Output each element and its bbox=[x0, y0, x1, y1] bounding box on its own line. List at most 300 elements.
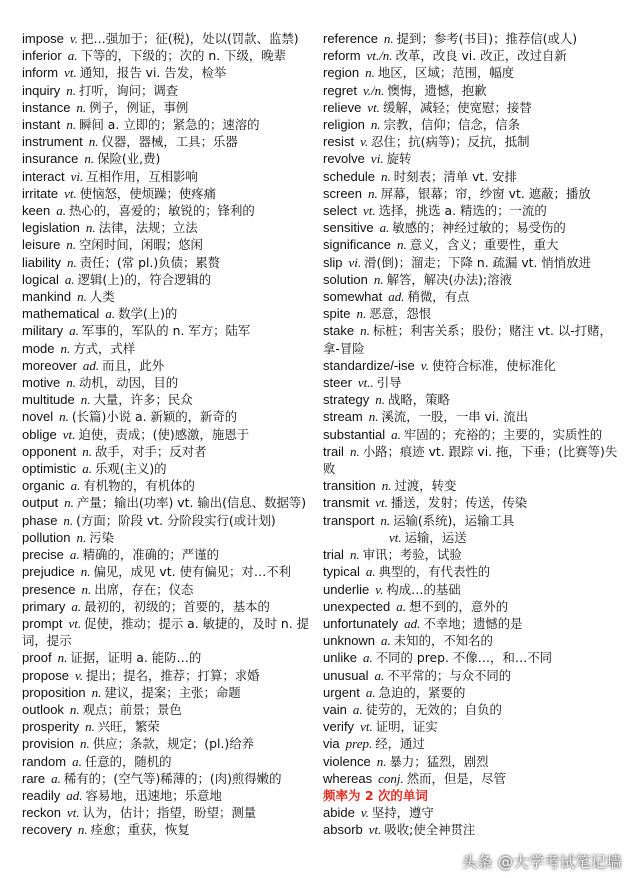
entry-part-of-speech: v. bbox=[360, 805, 369, 821]
entry-definition: (方面；阶段 vt. 分阶段实行(或计划) bbox=[76, 512, 276, 528]
entry-definition: 急迫的，紧要的 bbox=[378, 684, 466, 700]
entry-definition: 最初的，初级的；首要的，基本的 bbox=[84, 598, 270, 614]
entry-part-of-speech: n. bbox=[365, 65, 375, 81]
entry-definition: 责任；(常 pl.)负债；累赘 bbox=[79, 254, 221, 270]
entry-word: novel bbox=[22, 409, 54, 425]
entry-definition: 例子，例证，事例 bbox=[89, 99, 189, 115]
entry-part-of-speech: a. bbox=[396, 598, 406, 614]
entry-definition: 经，通过 bbox=[375, 736, 425, 752]
vocab-entry bbox=[22, 753, 322, 770]
vocab-entry bbox=[323, 804, 623, 821]
entry-word: instance bbox=[22, 99, 71, 115]
entry-definition: 迫使，责成；(使)感激，施恩于 bbox=[78, 426, 250, 442]
entry-definition: 运输(系统)，运输工具 bbox=[393, 512, 515, 528]
entry-part-of-speech: v. bbox=[375, 581, 384, 597]
vocab-entry bbox=[323, 322, 623, 356]
entry-word: urgent bbox=[323, 684, 360, 700]
entry-part-of-speech: n. bbox=[66, 375, 77, 391]
entry-definition: 大量，许多；民众 bbox=[93, 392, 193, 408]
entry-definition: 坚持，遵守 bbox=[371, 805, 434, 821]
vocab-entry bbox=[22, 254, 322, 271]
entry-definition: 观点；前景；景色 bbox=[82, 701, 182, 717]
entry-part-of-speech: n. bbox=[80, 736, 90, 752]
entry-word: prosperity bbox=[22, 719, 80, 735]
entry-part-of-speech: ad. bbox=[82, 357, 100, 373]
entry-word: multitude bbox=[22, 392, 75, 408]
vocab-entry bbox=[323, 477, 623, 494]
entry-word: impose bbox=[22, 31, 64, 46]
entry-definition: 稍微，有点 bbox=[407, 289, 470, 305]
entry-part-of-speech: vt. bbox=[375, 495, 388, 511]
entry-word: solution bbox=[323, 271, 368, 287]
entry-part-of-speech: vt. bbox=[360, 719, 373, 735]
entry-part-of-speech: v. bbox=[420, 357, 429, 373]
entry-part-of-speech: a. bbox=[70, 478, 81, 494]
entry-part-of-speech: vt./n. bbox=[366, 48, 393, 64]
entry-definition: 军事的，军队的 n. 军方；陆军 bbox=[81, 323, 251, 339]
vocab-entry bbox=[323, 494, 623, 511]
vocab-entry bbox=[22, 649, 322, 666]
entry-word: motive bbox=[22, 375, 61, 391]
entry-word: absorb bbox=[323, 822, 363, 838]
entry-definition: 审讯；考验，试验 bbox=[362, 547, 462, 563]
entry-part-of-speech: n. bbox=[375, 392, 385, 408]
entry-definition: 构成…的基础 bbox=[386, 581, 461, 597]
entry-part-of-speech: n. bbox=[59, 409, 69, 425]
entry-part-of-speech: n. bbox=[76, 99, 87, 115]
vocab-entry bbox=[22, 305, 322, 322]
entry-part-of-speech: n. bbox=[66, 82, 77, 98]
vocab-entry bbox=[22, 30, 322, 47]
entry-word: standardize/-ise bbox=[323, 357, 415, 373]
entry-word: optimistic bbox=[22, 461, 77, 477]
vocab-entry bbox=[22, 99, 322, 116]
section-title: 频率为 2 次的单词 bbox=[323, 787, 428, 803]
vocab-entry bbox=[323, 598, 623, 615]
entry-part-of-speech: n. bbox=[368, 409, 379, 425]
entry-word: precise bbox=[22, 547, 64, 563]
entry-part-of-speech: n. bbox=[381, 168, 391, 184]
entry-definition: 未知的，不知名的 bbox=[393, 633, 493, 649]
entry-word: religion bbox=[323, 117, 365, 133]
entry-word: revolve bbox=[323, 151, 365, 167]
watermark: 头条 @大学考试笔记墙 bbox=[461, 853, 622, 871]
entry-part-of-speech: n. bbox=[69, 701, 80, 717]
entry-part-of-speech: n. bbox=[376, 753, 387, 769]
entry-part-of-speech: a. bbox=[69, 323, 79, 339]
entry-part-of-speech: vi. bbox=[70, 168, 84, 184]
vocab-entry bbox=[323, 133, 623, 150]
vocab-entry bbox=[22, 322, 322, 339]
entry-word: insurance bbox=[22, 151, 79, 167]
entry-definition: 兴旺，繁荣 bbox=[97, 719, 160, 735]
entry-part-of-speech: vt. bbox=[367, 99, 380, 115]
vocab-entry bbox=[22, 546, 322, 563]
entry-word: somewhat bbox=[323, 289, 383, 305]
vocab-entry bbox=[22, 615, 322, 649]
entry-definition: 产量；输出(功率) vt. 输出(信息、数据等) bbox=[76, 495, 307, 511]
entry-word: mathematical bbox=[22, 306, 100, 322]
entry-definition: 时刻表；清单 vt. 安排 bbox=[393, 168, 517, 184]
entry-part-of-speech: n. bbox=[81, 581, 92, 597]
vocab-entry bbox=[22, 477, 322, 494]
right-column bbox=[323, 30, 623, 839]
entry-word: output bbox=[22, 495, 59, 511]
entry-word: reckon bbox=[22, 805, 62, 821]
vocab-entry bbox=[22, 168, 322, 185]
entry-word: transition bbox=[323, 478, 376, 494]
vocab-entry bbox=[22, 735, 322, 752]
vocab-entry bbox=[22, 804, 322, 821]
vocab-entry bbox=[22, 581, 322, 598]
entry-part-of-speech: vt. bbox=[64, 65, 77, 81]
vocab-entry bbox=[323, 684, 623, 701]
entry-part-of-speech: n. bbox=[370, 117, 381, 133]
vocab-entry bbox=[323, 47, 623, 64]
entry-definition: 懊悔，遗憾，抱歉 bbox=[387, 82, 487, 98]
vocab-entry bbox=[22, 598, 322, 615]
vocab-entry bbox=[22, 770, 322, 787]
entry-word: verify bbox=[323, 719, 355, 735]
entry-word: whereas bbox=[323, 770, 373, 786]
entry-definition: 认为，估计；指望，盼望；测量 bbox=[82, 805, 257, 821]
vocab-entry bbox=[22, 202, 322, 219]
vocab-entry bbox=[22, 718, 322, 735]
entry-part-of-speech: n. bbox=[349, 443, 360, 459]
entry-definition: 过渡，转变 bbox=[394, 478, 457, 494]
entry-word: reference bbox=[323, 31, 378, 46]
entry-part-of-speech: vt.. bbox=[357, 375, 374, 391]
entry-part-of-speech: a. bbox=[365, 564, 376, 580]
entry-part-of-speech: a. bbox=[51, 770, 61, 786]
entry-definition: 逻辑(上)的，符合逻辑的 bbox=[77, 271, 212, 287]
entry-definition: 不幸地；遗憾的是 bbox=[423, 615, 523, 631]
entry-word: stream bbox=[323, 409, 363, 425]
entry-definition: 战略，策略 bbox=[388, 392, 450, 408]
entry-definition: 旋转 bbox=[386, 151, 412, 167]
entry-word: keen bbox=[22, 203, 51, 219]
entry-part-of-speech: n. bbox=[368, 185, 378, 201]
entry-word: presence bbox=[22, 581, 76, 597]
entry-part-of-speech: n. bbox=[66, 237, 77, 253]
entry-part-of-speech: a. bbox=[69, 547, 80, 563]
entry-definition: 出席，存在；仪态 bbox=[94, 581, 194, 597]
entry-word: proof bbox=[22, 650, 52, 666]
entry-part-of-speech: n. bbox=[396, 237, 407, 253]
vocab-entry bbox=[323, 116, 623, 133]
entry-word: inferior bbox=[22, 48, 62, 64]
entry-word: transmit bbox=[323, 495, 370, 511]
entry-word: instant bbox=[22, 117, 61, 133]
entry-word: slip bbox=[323, 254, 343, 270]
entry-definition: 想不到的，意外的 bbox=[408, 598, 509, 614]
vocab-entry bbox=[323, 821, 623, 838]
vocab-entry bbox=[323, 701, 623, 718]
entry-definition: 改革，改良 vi. 改正，改过自新 bbox=[395, 48, 567, 64]
entry-word: underlie bbox=[323, 581, 370, 597]
entry-part-of-speech: v. bbox=[74, 667, 84, 683]
entry-part-of-speech: a. bbox=[64, 271, 75, 287]
entry-word: leisure bbox=[22, 237, 61, 253]
entry-word: propose bbox=[22, 667, 69, 683]
vocab-entry bbox=[22, 82, 322, 99]
entry-part-of-speech: a. bbox=[381, 633, 391, 649]
entry-word: irritate bbox=[22, 185, 59, 201]
entry-word: outlook bbox=[22, 701, 64, 717]
entry-definition: 暴力；猛烈，剧烈 bbox=[389, 753, 489, 769]
vocab-entry bbox=[323, 288, 623, 305]
vocab-entry bbox=[22, 460, 322, 477]
entry-word: rare bbox=[22, 770, 46, 786]
entry-part-of-speech: vt. bbox=[362, 203, 376, 219]
entry-part-of-speech: v. bbox=[360, 134, 369, 150]
entry-word: screen bbox=[323, 185, 363, 201]
entry-definition: 下等的，下级的；次的 n. 下级，晚辈 bbox=[80, 48, 287, 64]
vocab-entry bbox=[22, 563, 322, 580]
entry-word: reform bbox=[323, 48, 361, 64]
entry-word: provision bbox=[22, 736, 75, 752]
entry-word: regret bbox=[323, 82, 357, 98]
entry-word: oblige bbox=[22, 426, 57, 442]
vocab-entry bbox=[22, 443, 322, 460]
entry-word: significance bbox=[323, 237, 391, 253]
entry-part-of-speech: a. bbox=[362, 650, 373, 666]
vocab-entry bbox=[323, 581, 623, 598]
entry-definition: 精确的，准确的；严谨的 bbox=[82, 547, 219, 563]
vocab-entry bbox=[22, 821, 322, 838]
vocab-entry bbox=[323, 30, 623, 47]
entry-part-of-speech: n. bbox=[66, 117, 77, 133]
entry-word: unexpected bbox=[323, 598, 391, 614]
entry-part-of-speech: n. bbox=[91, 684, 102, 700]
entry-part-of-speech: a. bbox=[72, 753, 82, 769]
entry-part-of-speech: vt. bbox=[389, 529, 402, 545]
vocab-entry bbox=[22, 219, 322, 236]
vocab-entry bbox=[323, 512, 623, 529]
entry-part-of-speech: vt. bbox=[368, 822, 382, 838]
vocab-entry bbox=[22, 684, 322, 701]
entry-definition: 不同的 prep. 不像…，和…不同 bbox=[375, 650, 553, 666]
entry-word: spite bbox=[323, 306, 351, 322]
vocab-entry bbox=[22, 787, 322, 804]
vocab-entry bbox=[323, 408, 623, 425]
entry-word: unfortunately bbox=[323, 615, 399, 631]
vocab-entry bbox=[323, 236, 623, 253]
entry-word: interact bbox=[22, 168, 65, 184]
entry-definition: 偏见，成见 vt. 使有偏见；对…不利 bbox=[93, 564, 291, 580]
vocab-entry bbox=[22, 512, 322, 529]
left-column bbox=[22, 30, 322, 839]
entry-definition: 保险(业,费) bbox=[97, 151, 161, 167]
entry-word: region bbox=[323, 65, 360, 81]
entry-word: strategy bbox=[323, 392, 370, 408]
vocab-entry bbox=[323, 374, 623, 391]
vocab-entry bbox=[22, 271, 322, 288]
vocab-entry bbox=[323, 254, 623, 271]
vocab-entry bbox=[323, 357, 623, 374]
entry-definition: 播送，发射；传送，传染 bbox=[390, 495, 528, 511]
entry-word: instrument bbox=[22, 134, 83, 150]
entry-part-of-speech: n. bbox=[82, 443, 92, 459]
entry-part-of-speech: n. bbox=[373, 271, 384, 287]
vocab-entry bbox=[323, 770, 623, 787]
entry-part-of-speech: n. bbox=[85, 220, 96, 236]
entry-definition: 热心的，喜爱的；敏锐的；锋利的 bbox=[68, 203, 255, 219]
entry-definition: 意义，含义；重要性，重大 bbox=[409, 237, 559, 253]
entry-part-of-speech: a. bbox=[365, 684, 376, 700]
vocab-entry bbox=[22, 185, 322, 202]
entry-definition: 提出；提名，推荐；打算；求婚 bbox=[86, 667, 260, 683]
vocab-entry bbox=[323, 219, 623, 236]
entry-word: resist bbox=[323, 134, 355, 150]
entry-part-of-speech: n. bbox=[77, 289, 87, 305]
entry-word: trial bbox=[323, 547, 344, 563]
entry-definition: 选择，挑选 a. 精选的；一流的 bbox=[378, 203, 547, 219]
vocab-entry bbox=[22, 150, 322, 167]
entry-definition: (长篇)小说 a. 新颖的，新奇的 bbox=[71, 409, 238, 425]
entry-part-of-speech: n. bbox=[383, 31, 394, 46]
entry-definition: 恶意，怨恨 bbox=[369, 306, 432, 322]
entry-definition: 宗教，信仰；信念，信条 bbox=[383, 117, 520, 133]
vocab-entry bbox=[22, 701, 322, 718]
entry-part-of-speech: ad. bbox=[66, 787, 83, 803]
entry-part-of-speech: vt. bbox=[64, 185, 77, 201]
entry-definition: 仪器，器械，工具；乐器 bbox=[101, 134, 238, 150]
entry-word: violence bbox=[323, 753, 371, 769]
vocab-entry bbox=[323, 443, 623, 477]
vocab-entry bbox=[323, 735, 623, 752]
entry-part-of-speech: n. bbox=[85, 719, 95, 735]
entry-definition: 引导 bbox=[376, 375, 402, 391]
entry-part-of-speech: n. bbox=[84, 151, 95, 167]
entry-definition: 典型的，有代表性的 bbox=[378, 564, 491, 580]
vocab-entry bbox=[22, 374, 322, 391]
entry-definition: 屏幕，银幕；帘，纱窗 vt. 遮蔽；播放 bbox=[380, 185, 591, 201]
entry-part-of-speech: a. bbox=[82, 461, 92, 477]
entry-definition: 不平常的；与众不同的 bbox=[387, 667, 512, 683]
entry-part-of-speech: vt. bbox=[67, 805, 80, 821]
vocab-entry bbox=[22, 288, 322, 305]
vocab-entry bbox=[22, 340, 322, 357]
entry-definition: 使恼怒，使烦躁；使疼痛 bbox=[79, 185, 217, 201]
entry-part-of-speech: n. bbox=[76, 529, 87, 545]
entry-part-of-speech: a. bbox=[379, 220, 390, 236]
entry-definition: 法律，法规；立法 bbox=[98, 220, 198, 236]
vocab-entry bbox=[22, 408, 322, 425]
vocab-entry bbox=[323, 391, 623, 408]
entry-definition: 建议，提案；主张；命题 bbox=[104, 684, 241, 700]
entry-part-of-speech: n. bbox=[356, 306, 367, 322]
entry-part-of-speech: ad. bbox=[404, 615, 421, 631]
vocab-entry bbox=[323, 529, 623, 546]
entry-word: recovery bbox=[22, 822, 72, 838]
entry-definition: 数学(上)的 bbox=[118, 306, 178, 322]
entry-part-of-speech: a. bbox=[71, 598, 82, 614]
vocab-entry bbox=[22, 494, 322, 511]
entry-part-of-speech: vt. bbox=[68, 615, 82, 631]
vocab-entry bbox=[22, 133, 322, 150]
vocab-entry bbox=[22, 426, 322, 443]
vocab-entry bbox=[323, 753, 623, 770]
vocab-entry bbox=[22, 116, 322, 133]
entry-definition: 方式，式样 bbox=[73, 340, 136, 356]
entry-word: prejudice bbox=[22, 564, 75, 580]
entry-definition: 把…强加于；征(税)，处以(罚款、监禁) bbox=[80, 31, 299, 46]
entry-part-of-speech: n. bbox=[64, 495, 74, 511]
entry-definition: 敏感的；神经过敏的；易受伤的 bbox=[392, 220, 566, 236]
entry-word: substantial bbox=[323, 426, 386, 442]
entry-definition: 供应；条款，规定；(pl.)给养 bbox=[92, 736, 254, 752]
entry-part-of-speech: n. bbox=[381, 478, 392, 494]
entry-definition: 乐观(主义)的 bbox=[94, 461, 167, 477]
entry-part-of-speech: v. bbox=[69, 31, 78, 46]
entry-word: unlike bbox=[323, 650, 357, 666]
entry-word: organic bbox=[22, 478, 65, 494]
entry-word: steer bbox=[323, 375, 352, 391]
entry-word: inform bbox=[22, 65, 59, 81]
entry-definition: 通知，报告 vi. 告发，检举 bbox=[79, 65, 227, 81]
entry-part-of-speech: n. bbox=[67, 254, 77, 270]
vocab-entry bbox=[323, 426, 623, 443]
entry-part-of-speech: a. bbox=[56, 203, 66, 219]
entry-word: phase bbox=[22, 512, 58, 528]
entry-definition: 小路；痕迹 vt. 跟踪 vi. 拖，下垂；(比赛等)失败 bbox=[323, 443, 618, 477]
entry-definition: 滑(倒)；溜走；下降 n. 疏漏 vt. 悄悄放进 bbox=[364, 254, 591, 270]
entry-part-of-speech: vi. bbox=[348, 254, 362, 270]
entry-part-of-speech: n. bbox=[88, 134, 99, 150]
vocab-entry bbox=[22, 357, 322, 374]
vocab-entry bbox=[323, 82, 623, 99]
vocab-entry bbox=[323, 64, 623, 81]
entry-definition: 徒劳的，无效的；自负的 bbox=[365, 701, 502, 717]
entry-definition: 而且，此外 bbox=[102, 357, 165, 373]
entry-word: mankind bbox=[22, 289, 72, 305]
entry-word: proposition bbox=[22, 684, 86, 700]
vocab-entry bbox=[323, 185, 623, 202]
entry-definition: 人类 bbox=[89, 289, 115, 305]
entry-word: unusual bbox=[323, 667, 369, 683]
entry-word: via bbox=[323, 736, 340, 752]
entry-definition: 稀有的；(空气等)稀薄的；(肉)煎得嫩的 bbox=[63, 770, 282, 786]
entry-part-of-speech: n. bbox=[77, 822, 88, 838]
vocab-entry bbox=[323, 615, 623, 632]
entry-word: opponent bbox=[22, 443, 77, 459]
entry-part-of-speech: n. bbox=[349, 547, 360, 563]
entry-word: transport bbox=[323, 512, 375, 528]
entry-part-of-speech: n. bbox=[60, 340, 71, 356]
entry-definition: 缓解，减轻；使宽慰；接替 bbox=[382, 99, 532, 115]
entry-word: moreover bbox=[22, 357, 77, 373]
entry-part-of-speech: a. bbox=[352, 701, 363, 717]
entry-part-of-speech: vt. bbox=[62, 426, 76, 442]
vocab-entry bbox=[323, 563, 623, 580]
entry-word: vain bbox=[323, 701, 347, 717]
entry-part-of-speech: n. bbox=[80, 392, 91, 408]
entry-word: unknown bbox=[323, 633, 376, 649]
entry-word: logical bbox=[22, 271, 59, 287]
entry-word: military bbox=[22, 323, 64, 339]
vocab-entry bbox=[323, 667, 623, 684]
vocab-entry bbox=[323, 271, 623, 288]
entry-definition: 使符合标准，使标准化 bbox=[431, 357, 556, 373]
vocab-entry bbox=[22, 64, 322, 81]
entry-part-of-speech: prep. bbox=[345, 736, 373, 752]
entry-word: sensitive bbox=[323, 220, 374, 236]
entry-word: prompt bbox=[22, 615, 63, 631]
vocab-entry bbox=[323, 649, 623, 666]
entry-word: pollution bbox=[22, 529, 71, 545]
vocab-entry bbox=[22, 667, 322, 684]
